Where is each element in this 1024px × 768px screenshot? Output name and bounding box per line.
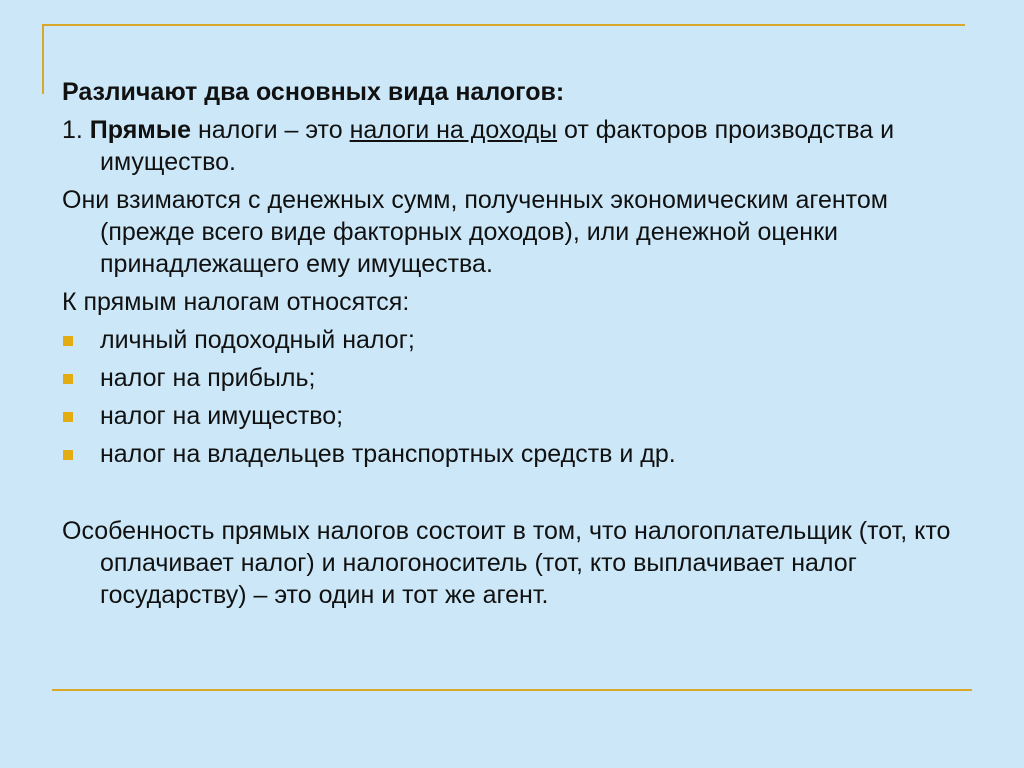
square-bullet-icon [63,412,73,422]
direct-taxes-definition [62,114,962,178]
square-bullet-icon [63,450,73,460]
definition-rest: от факторов производства и имущество. [100,116,895,176]
slide-content [62,76,962,617]
definition-connector: налоги – это [191,116,350,144]
list-item [62,400,962,432]
list-item-text: налог на владельцев транспортных средств и др. [100,440,676,468]
square-bullet-icon [63,336,73,346]
feature-paragraph: Особенность прямых налогов состоит в том, что налогоплательщик (тот, кто оплачивает налог) и налогоноситель (тот, кто выплачивает налог государству) – это один и тот же агент. [62,517,951,609]
left-frame-line [42,24,44,94]
list-intro: К прямым налогам относятся: [62,288,410,316]
paragraph-gap [62,476,962,515]
bottom-frame-line [52,689,972,691]
definition-number: 1. [62,116,90,144]
direct-taxes-list [62,324,962,470]
square-bullet-icon [63,374,73,384]
list-item-text: налог на прибыль; [100,364,316,392]
slide-heading: Различают два основных вида налогов: [62,78,565,106]
top-frame-line [42,24,965,26]
list-item-text: налог на имущество; [100,402,344,430]
list-item [62,362,962,394]
list-item [62,438,962,470]
direct-term: Прямые [89,116,192,144]
levy-paragraph: Они взимаются с денежных сумм, полученных экономическим агентом (прежде всего виде факторных доходов), или денежной оценки принадлежащего ему имущества. [62,186,888,278]
list-item [62,324,962,356]
income-taxes-link[interactable]: налоги на доходы [349,116,558,144]
list-item-text: личный подоходный налог; [100,326,415,354]
